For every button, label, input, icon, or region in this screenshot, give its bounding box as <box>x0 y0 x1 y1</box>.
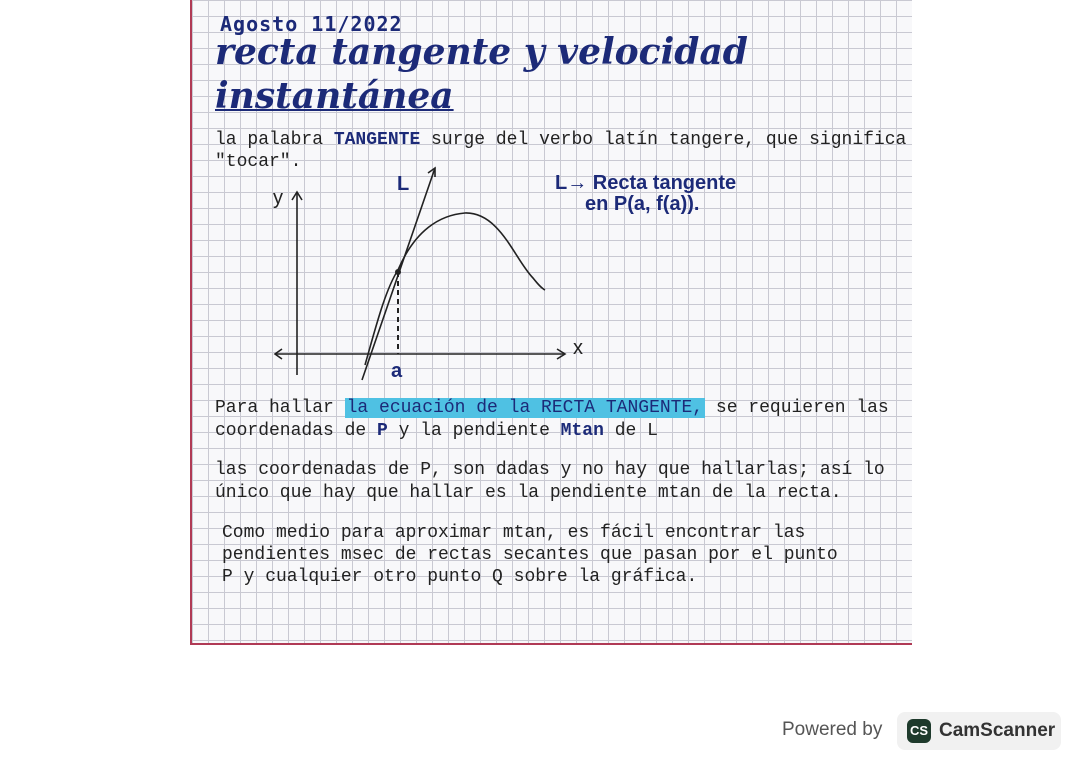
tangent-graph <box>265 160 595 385</box>
title-line-1: recta tangente y velocidad <box>215 31 748 73</box>
highlighted-phrase: la ecuación de la RECTA TANGENTE, <box>346 398 704 418</box>
line-label: L <box>397 173 410 195</box>
powered-by-text: Powered by <box>782 719 883 740</box>
intro-line-2: "tocar". <box>215 152 302 172</box>
p1-point-p: P <box>377 421 388 441</box>
p1-line2-text: coordenadas de <box>215 421 378 441</box>
note-title <box>215 30 775 118</box>
x-axis-label: x <box>573 337 583 359</box>
function-curve <box>365 213 545 365</box>
p1-line2-text-2: y la pendiente <box>387 421 561 441</box>
paragraph2-line-2: único que hay que hallar es la pendiente mtan de la recta. <box>215 483 842 503</box>
p1-mtan: Mtan <box>560 421 604 441</box>
title-line-2: instantánea <box>215 75 454 117</box>
camscanner-badge[interactable] <box>897 712 1061 750</box>
tangent-annotation-line-1: L→ Recta tangente <box>555 172 737 194</box>
y-axis-label: y <box>273 187 283 209</box>
intro-text: la palabra <box>215 130 334 150</box>
camscanner-name: CamScanner <box>939 720 1056 741</box>
intro-text-2: surge del verbo latín tangere, que significa <box>420 130 907 150</box>
point-a-label: a <box>391 360 403 382</box>
paragraph1-line-2 <box>215 421 658 441</box>
note-date: Agosto 11/2022 <box>220 12 403 36</box>
keyword-tangente: TANGENTE <box>333 130 421 150</box>
paragraph3-line-2: pendientes msec de rectas secantes que pasan por el punto <box>222 545 838 565</box>
camscanner-logo-icon: CS <box>907 719 931 743</box>
paragraph1-line-1 <box>215 398 889 418</box>
intro-line-1 <box>215 130 906 150</box>
paragraph3-line-3: P y cualquier otro punto Q sobre la gráfica. <box>222 567 698 587</box>
p1-line2-text-3: de L <box>603 421 658 441</box>
p1-text-2: se requieren las <box>705 398 889 418</box>
paragraph3-line-1: Como medio para aproximar mtan, es fácil encontrar las <box>222 523 806 543</box>
paragraph2-line-1: las coordenadas de P, son dadas y no hay que hallarlas; así lo <box>215 460 885 480</box>
p1-text: Para hallar <box>215 398 345 418</box>
tangent-annotation-line-2: en P(a, f(a)). <box>585 193 700 215</box>
